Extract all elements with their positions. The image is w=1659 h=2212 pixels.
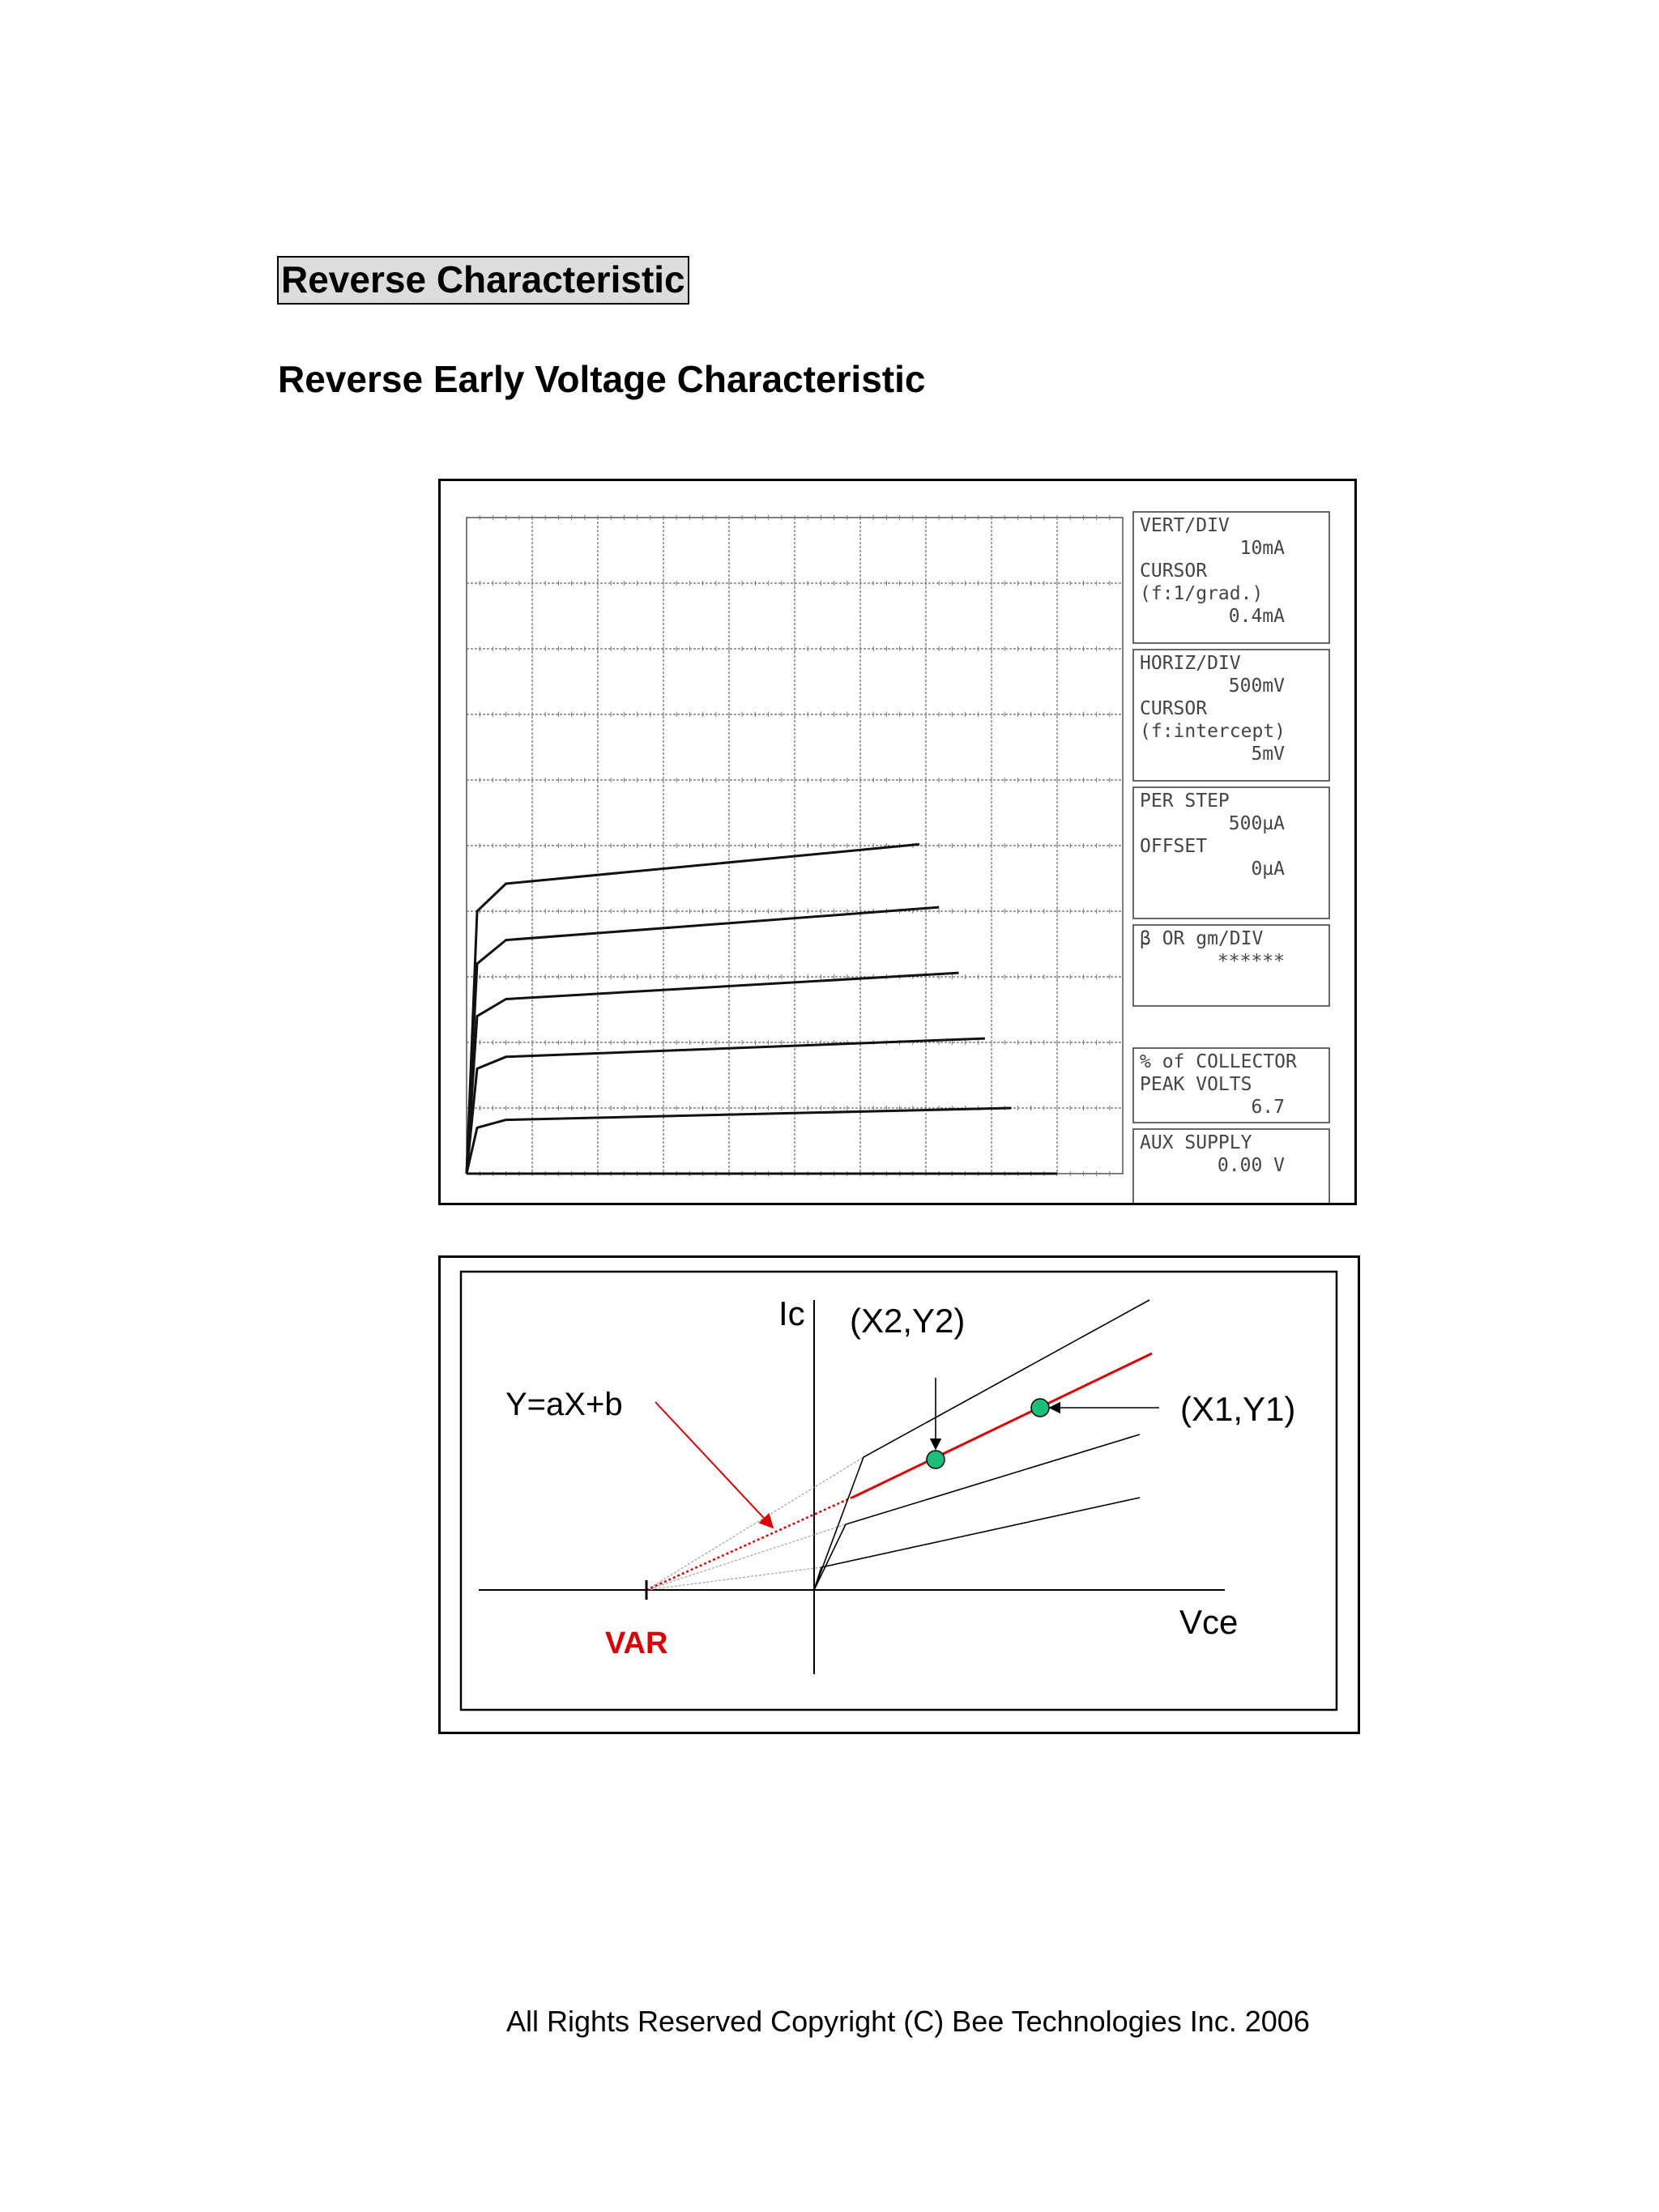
panel-text: VERT/DIV xyxy=(1140,515,1230,536)
settings-panel-2 xyxy=(1133,787,1329,918)
var-label: VAR xyxy=(605,1626,668,1660)
point-x1-y1 xyxy=(1031,1399,1049,1417)
settings-panel-0 xyxy=(1133,512,1329,643)
point-x2-y2 xyxy=(927,1451,945,1468)
panel-text: HORIZ/DIV xyxy=(1140,653,1241,674)
panel-text: 0.4mA xyxy=(1228,606,1285,627)
panel-text: β OR gm/DIV xyxy=(1140,928,1264,949)
point2-label: (X2,Y2) xyxy=(850,1302,966,1340)
settings-panel-5 xyxy=(1133,1129,1329,1203)
ic-label: Ic xyxy=(778,1294,805,1332)
panel-text: 5mV xyxy=(1251,744,1285,765)
settings-panel-4 xyxy=(1133,1048,1329,1123)
panel-text: 0.00 V xyxy=(1217,1155,1285,1176)
panel-text: CURSOR xyxy=(1140,698,1208,719)
settings-panel-1 xyxy=(1133,650,1329,781)
settings-panels xyxy=(1133,512,1329,1203)
panel-text: % of COLLECTOR xyxy=(1140,1051,1297,1072)
panel-text: AUX SUPPLY xyxy=(1140,1132,1252,1153)
equation-label: Y=aX+b xyxy=(505,1387,623,1422)
panel-text: CURSOR xyxy=(1140,560,1208,582)
panel-text: 0µA xyxy=(1251,859,1285,880)
panel-text: PEAK VOLTS xyxy=(1140,1074,1252,1095)
panel-text: OFFSET xyxy=(1140,836,1208,857)
panel-text: 500mV xyxy=(1228,676,1285,697)
oscilloscope-display xyxy=(441,481,1354,1203)
oscilloscope-grid xyxy=(467,515,1123,1176)
page-subtitle: Reverse Early Voltage Characteristic xyxy=(278,358,926,400)
diagram-canvas xyxy=(441,1258,1358,1732)
copyright-footer: All Rights Reserved Copyright (C) Bee Technologies Inc. 2006 xyxy=(506,2005,1310,2038)
settings-panel-3 xyxy=(1133,925,1329,1006)
oscilloscope-figure xyxy=(438,479,1357,1205)
panel-text: (f:1/grad.) xyxy=(1140,583,1264,604)
panel-text: PER STEP xyxy=(1140,791,1230,812)
panel-text: ****** xyxy=(1217,951,1285,972)
panel-text: 500µA xyxy=(1228,813,1285,834)
early-voltage-diagram xyxy=(438,1255,1360,1734)
panel-text: 10mA xyxy=(1239,538,1285,559)
point1-label: (X1,Y1) xyxy=(1180,1390,1296,1428)
section-title: Reverse Characteristic xyxy=(277,256,689,305)
vce-label: Vce xyxy=(1179,1603,1239,1641)
panel-text: (f:intercept) xyxy=(1140,721,1286,742)
panel-text: 6.7 xyxy=(1251,1097,1285,1118)
